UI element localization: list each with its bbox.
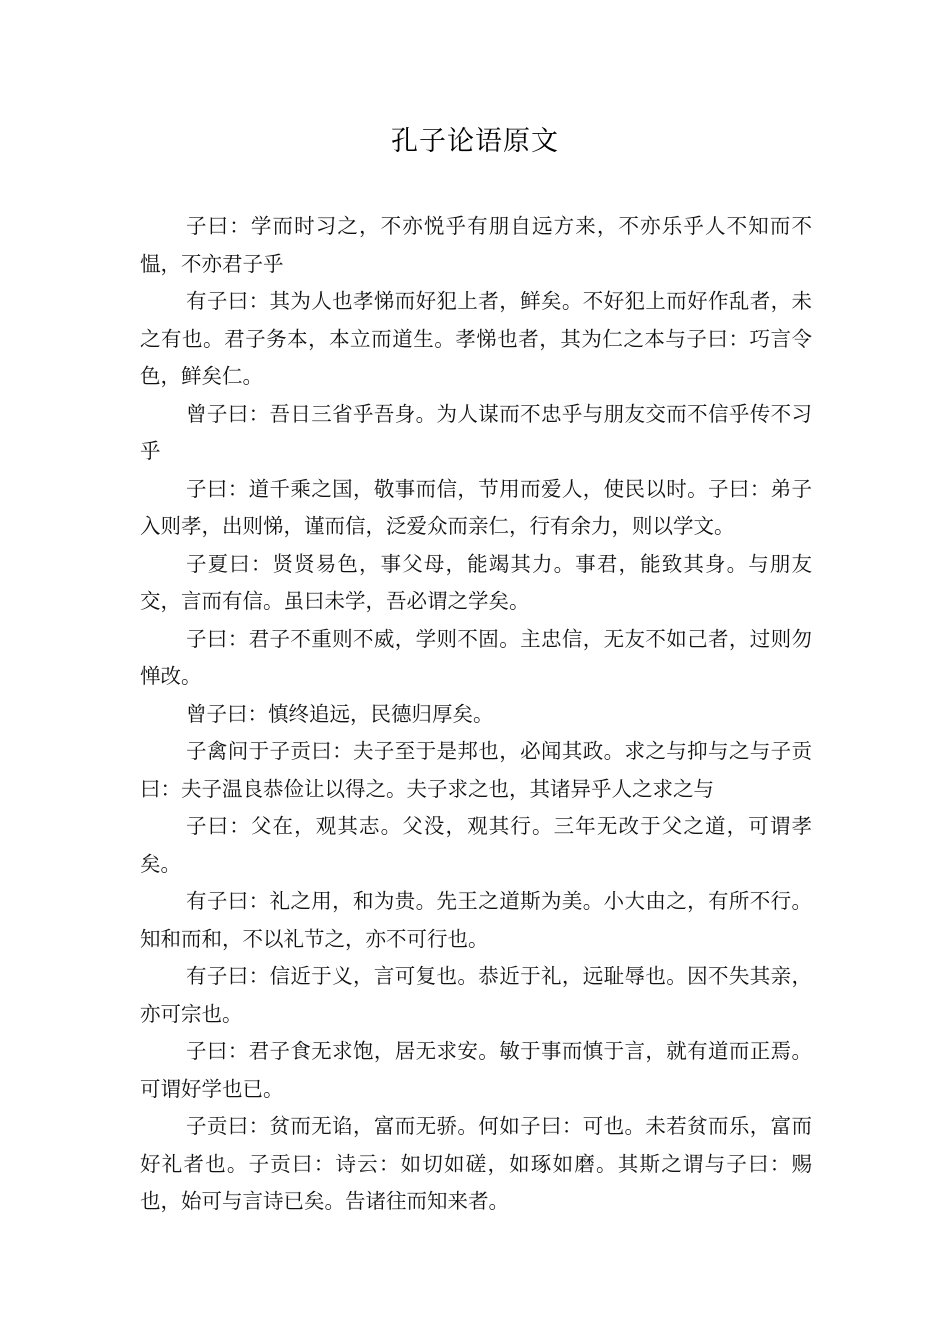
- paragraph: 子禽问于子贡曰：夫子至于是邦也，必闻其政。求之与抑与之与子贡曰：夫子温良恭俭让以得之。夫子求之也，其诸异乎人之求之与: [140, 739, 812, 801]
- document-body: [140, 208, 812, 1221]
- paragraph: 子贡曰：贫而无谄，富而无骄。何如子曰：可也。未若贫而乐，富而好礼者也。子贡曰：诗云：如切如磋，如琢如磨。其斯之谓与子曰：赐也，始可与言诗已矣。告诸往而知来者。: [140, 1114, 812, 1213]
- paragraph: 有子曰：礼之用，和为贵。先王之道斯为美。小大由之，有所不行。知和而和，不以礼节之，亦不可行也。: [140, 889, 812, 951]
- paragraph: 曾子曰：吾日三省乎吾身。为人谋而不忠乎与朋友交而不信乎传不习乎: [140, 401, 812, 463]
- paragraph: 子曰：父在，观其志。父没，观其行。三年无改于父之道，可谓孝矣。: [140, 814, 812, 876]
- paragraph: 子曰：学而时习之，不亦悦乎有朋自远方来，不亦乐乎人不知而不愠，不亦君子乎: [140, 214, 812, 276]
- paragraph: 有子曰：其为人也孝悌而好犯上者，鲜矣。不好犯上而好作乱者，未之有也。君子务本，本立而道生。孝悌也者，其为仁之本与子曰：巧言令色，鲜矣仁。: [140, 289, 812, 388]
- document-title: 孔子论语原文: [391, 126, 559, 157]
- paragraph: 子曰：君子食无求饱，居无求安。敏于事而慎于言，就有道而正焉。可谓好学也已。: [140, 1039, 812, 1101]
- paragraph: 子夏曰：贤贤易色，事父母，能竭其力。事君，能致其身。与朋友交，言而有信。虽曰未学，吾必谓之学矣。: [140, 551, 812, 613]
- paragraph: 曾子曰：慎终追远，民德归厚矣。: [186, 701, 494, 726]
- paragraph: 子曰：君子不重则不威，学则不固。主忠信，无友不如己者，过则勿惮改。: [140, 626, 812, 688]
- paragraph: 有子曰：信近于义，言可复也。恭近于礼，远耻辱也。因不失其亲，亦可宗也。: [140, 964, 812, 1026]
- paragraph: 子曰：道千乘之国，敬事而信，节用而爱人，使民以时。子曰：弟子入则孝，出则悌，谨而信，泛爱众而亲仁，行有余力，则以学文。: [140, 476, 812, 538]
